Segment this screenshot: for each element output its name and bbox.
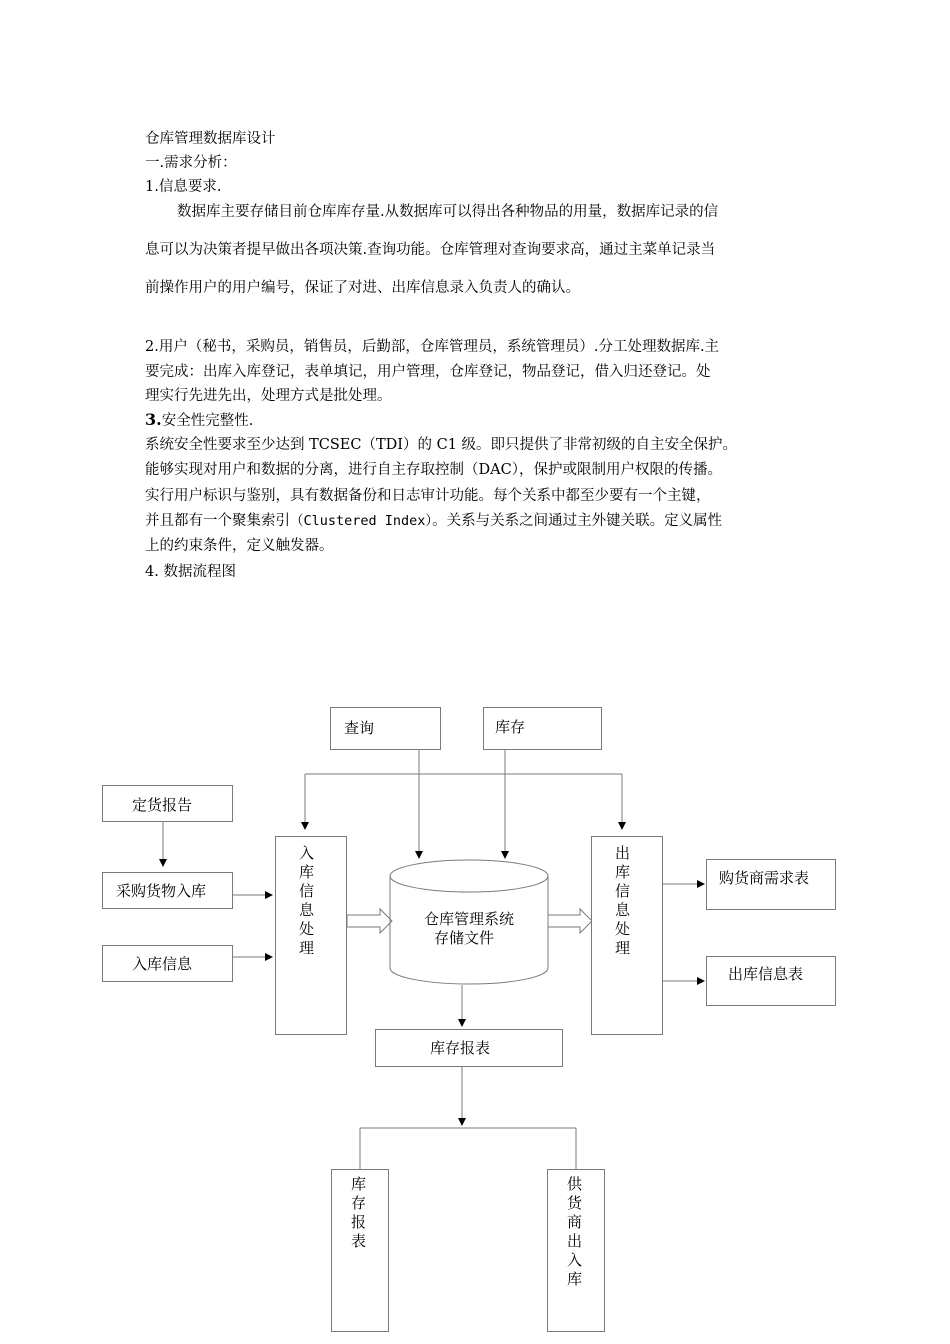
box-label: 出库信息表 xyxy=(728,965,804,983)
paragraph-line: 理实行先进先出，处理方式是批处理。 xyxy=(145,388,392,404)
supplier-io-box xyxy=(547,1169,605,1332)
box-label: 查询 xyxy=(344,719,375,737)
storage-file-label-1: 仓库管理系统 xyxy=(423,910,514,928)
box-label: 购货商需求表 xyxy=(719,869,810,887)
stock-box xyxy=(483,707,602,750)
box-label: 采购货物入库 xyxy=(116,882,207,900)
heading-number: 3. xyxy=(145,410,162,429)
paragraph-line: 上的约束条件，定义触发器。 xyxy=(145,538,334,554)
text-run: 。关系与关系之间通过主外键关联。定义属性 xyxy=(432,513,723,529)
stock-report-box xyxy=(375,1029,563,1067)
box-label-vertical: 供货商出入库 xyxy=(565,1176,583,1290)
paragraph-line: 前操作用户的用户编号，保证了对进、出库信息录入负责人的确认。 xyxy=(145,280,580,296)
box-label: 库存 xyxy=(495,718,526,736)
paragraph-line: 数据库主要存储目前仓库库存量.从数据库可以得出各种物品的用量，数据库记录的信 xyxy=(177,204,719,220)
in-process-box xyxy=(275,836,347,1035)
heading-text: 安全性完整性. xyxy=(161,413,254,429)
heading-info-requirements: 1.信息要求. xyxy=(145,179,222,195)
box-label: 库存报表 xyxy=(430,1039,491,1057)
stock-report-vertical-box xyxy=(331,1169,389,1332)
box-label-vertical: 库存报表 xyxy=(349,1176,367,1252)
out-info-table-box xyxy=(706,956,836,1006)
heading-requirements: 一.需求分析： xyxy=(145,155,237,171)
buyer-demand-box xyxy=(706,859,836,910)
paragraph-line: 能够实现对用户和数据的分离，进行自主存取控制（DAC），保护或限制用户权限的传播。 xyxy=(145,462,722,478)
out-process-box xyxy=(591,836,663,1035)
paragraph-line: 系统安全性要求至少达到 TCSEC（TDI）的 C1 级。即只提供了非常初级的自主安全保护。 xyxy=(145,437,738,453)
paragraph-line: 息可以为决策者提早做出各项决策.查询功能。仓库管理对查询要求高，通过主菜单记录当 xyxy=(145,242,716,258)
heading-flowchart: 4. 数据流程图 xyxy=(145,564,236,580)
in-info-box xyxy=(102,945,233,982)
purchase-in-box xyxy=(102,872,233,909)
text-run: 并且都有一个聚集索引 xyxy=(145,513,290,529)
box-label-vertical: 入库信息处理 xyxy=(297,845,315,959)
paragraph-line: 实行用户标识与鉴别，具有数据备份和日志审计功能。每个关系中都至少要有一个主键， xyxy=(145,488,711,504)
box-label-vertical: 出库信息处理 xyxy=(613,845,631,959)
box-label: 入库信息 xyxy=(132,955,193,973)
box-label: 定货报告 xyxy=(132,796,193,814)
storage-file-label-2: 存储文件 xyxy=(433,929,494,947)
order-report-box xyxy=(102,785,233,822)
paragraph-line: 2.用户（秘书，采购员，销售员，后勤部，仓库管理员，系统管理员）.分工处理数据库.主 xyxy=(145,339,720,355)
paragraph-line: 要完成：出库入库登记，表单填记，用户管理，仓库登记，物品登记，借入归还登记。处 xyxy=(145,364,711,380)
text-run-mono: （Clustered Index） xyxy=(290,513,433,529)
query-box xyxy=(330,707,441,750)
doc-title: 仓库管理数据库设计 xyxy=(145,131,276,147)
